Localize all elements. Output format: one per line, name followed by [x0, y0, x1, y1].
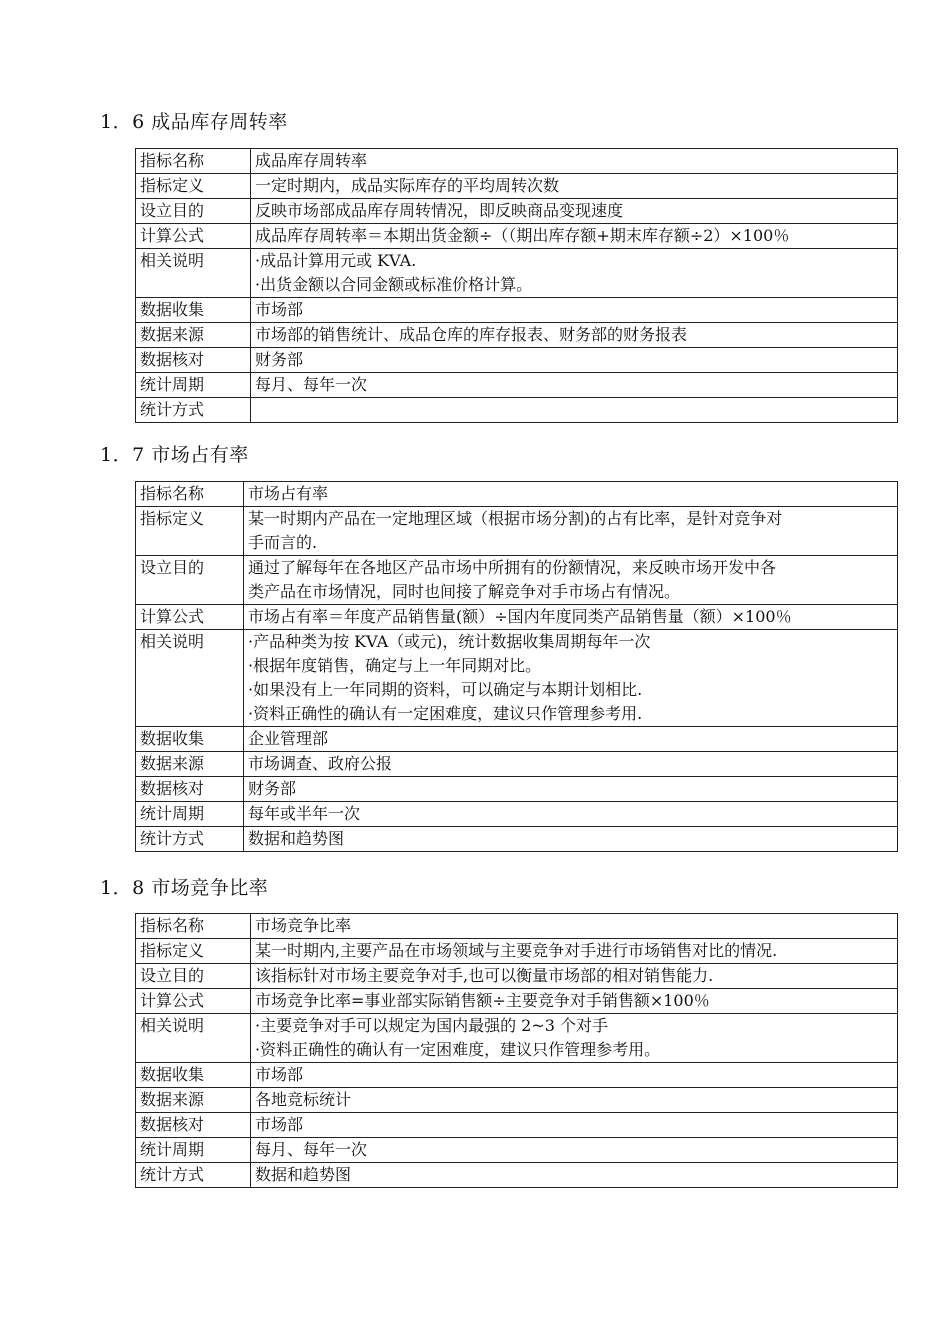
kpi-row-value	[251, 1113, 898, 1138]
kpi-value-line: 数据和趋势图	[255, 1165, 352, 1184]
kpi-value-line: ·资料正确性的确认有一定困难度，建议只作管理参考用。	[255, 1040, 661, 1059]
kpi-row	[136, 174, 898, 199]
kpi-row-label: 统计周期	[136, 1138, 251, 1163]
kpi-row-value	[244, 727, 898, 752]
section-heading-1-7: 1．7 市场占有率	[100, 444, 249, 466]
kpi-value-line: 市场占有率＝年度产品销售量(额）÷国内年度同类产品销售量（额）×100％	[248, 607, 792, 626]
kpi-row	[136, 777, 898, 802]
kpi-row	[136, 1163, 898, 1188]
kpi-table-1-7	[135, 481, 898, 852]
kpi-row	[136, 802, 898, 827]
kpi-value-line: 手而言的.	[248, 533, 318, 552]
kpi-row-value	[251, 298, 898, 323]
kpi-row-label: 数据来源	[136, 752, 244, 777]
kpi-row	[136, 507, 898, 556]
kpi-value-line: ·如果没有上一年同期的资料，可以确定与本期计划相比.	[248, 680, 643, 699]
kpi-value-line: 企业管理部	[248, 729, 329, 748]
kpi-row	[136, 298, 898, 323]
kpi-value-line: 市场部的销售统计、成品仓库的库存报表、财务部的财务报表	[255, 325, 688, 344]
kpi-value-line: 市场部	[255, 1115, 304, 1134]
kpi-row	[136, 1063, 898, 1088]
kpi-row	[136, 199, 898, 224]
kpi-row-label: 统计方式	[136, 398, 251, 423]
kpi-row-label: 数据来源	[136, 1088, 251, 1113]
kpi-row-label: 统计方式	[136, 1163, 251, 1188]
kpi-row-value	[244, 827, 898, 852]
kpi-row-value	[244, 630, 898, 727]
kpi-value-line: 市场竞争比率=事业部实际销售额÷主要竞争对手销售额×100％	[255, 991, 710, 1010]
kpi-row-label: 指标名称	[136, 914, 251, 939]
kpi-value-line: ·资料正确性的确认有一定困难度，建议只作管理参考用.	[248, 704, 643, 723]
section-heading-1-8: 1．8 市场竞争比率	[100, 877, 269, 899]
kpi-row	[136, 605, 898, 630]
kpi-row-label: 数据收集	[136, 727, 244, 752]
kpi-row	[136, 964, 898, 989]
kpi-row-value	[251, 249, 898, 298]
kpi-row	[136, 827, 898, 852]
kpi-row-value	[251, 964, 898, 989]
kpi-row	[136, 373, 898, 398]
kpi-row	[136, 398, 898, 423]
kpi-table-body	[136, 914, 898, 1188]
kpi-row-value	[244, 556, 898, 605]
kpi-value-line: 类产品在市场情况，同时也间接了解竞争对手市场占有情况。	[248, 582, 681, 601]
kpi-row-label: 指标名称	[136, 149, 251, 174]
kpi-row-value	[251, 323, 898, 348]
kpi-value-line	[255, 398, 893, 422]
kpi-row-label: 计算公式	[136, 989, 251, 1014]
kpi-row-value	[251, 398, 898, 423]
kpi-row-label: 计算公式	[136, 605, 244, 630]
kpi-row	[136, 249, 898, 298]
kpi-row-label: 计算公式	[136, 224, 251, 249]
kpi-row-label: 相关说明	[136, 249, 251, 298]
kpi-row-label: 数据核对	[136, 1113, 251, 1138]
kpi-value-line: 市场竞争比率	[255, 916, 352, 935]
kpi-row	[136, 1138, 898, 1163]
kpi-row	[136, 323, 898, 348]
kpi-value-line: ·成品计算用元或 KVA.	[255, 251, 417, 270]
kpi-row-label: 指标定义	[136, 507, 244, 556]
kpi-row-value	[251, 914, 898, 939]
kpi-row	[136, 939, 898, 964]
kpi-row-value	[244, 507, 898, 556]
kpi-row-value	[244, 482, 898, 507]
kpi-row-label: 设立目的	[136, 964, 251, 989]
kpi-value-line: ·根据年度销售，确定与上一年同期对比。	[248, 656, 542, 675]
kpi-value-line: 每月、每年一次	[255, 375, 368, 394]
kpi-row-value	[244, 802, 898, 827]
kpi-row	[136, 1088, 898, 1113]
kpi-value-line: 每月、每年一次	[255, 1140, 368, 1159]
kpi-value-line: ·出货金额以合同金额或标准价格计算。	[255, 275, 533, 294]
kpi-row-value	[251, 1163, 898, 1188]
kpi-row-value	[251, 199, 898, 224]
kpi-table-1-8	[135, 913, 898, 1188]
kpi-value-line: 市场调查、政府公报	[248, 754, 393, 773]
kpi-value-line: 某一时期内产品在一定地理区域（根据市场分割)的占有比率，是针对竞争对	[248, 509, 783, 528]
kpi-value-line: 财务部	[255, 350, 304, 369]
section-heading-1-6: 1．6 成品库存周转率	[100, 111, 288, 133]
kpi-row-label: 相关说明	[136, 630, 244, 727]
kpi-value-line: ·产品种类为按 KVA（或元)，统计数据收集周期每年一次	[248, 632, 651, 651]
kpi-value-line: 每年或半年一次	[248, 804, 361, 823]
kpi-row-label: 统计周期	[136, 373, 251, 398]
kpi-row-value	[251, 1014, 898, 1063]
kpi-row-value	[251, 373, 898, 398]
kpi-row-value	[251, 989, 898, 1014]
kpi-row-label: 数据核对	[136, 777, 244, 802]
kpi-row	[136, 630, 898, 727]
kpi-table-body	[136, 482, 898, 852]
kpi-row	[136, 989, 898, 1014]
kpi-value-line: 各地竞标统计	[255, 1090, 352, 1109]
kpi-row-value	[251, 1088, 898, 1113]
kpi-table-1-6	[135, 148, 898, 423]
kpi-value-line: 市场部	[255, 1065, 304, 1084]
kpi-row-value	[251, 1138, 898, 1163]
kpi-row-label: 统计周期	[136, 802, 244, 827]
kpi-value-line: 通过了解每年在各地区产品市场中所拥有的份额情况，来反映市场开发中各	[248, 558, 777, 577]
kpi-row-label: 指标定义	[136, 939, 251, 964]
kpi-value-line: 财务部	[248, 779, 297, 798]
kpi-row-label: 相关说明	[136, 1014, 251, 1063]
kpi-row-value	[251, 348, 898, 373]
kpi-value-line: 成品库存周转率	[255, 151, 368, 170]
kpi-value-line: 某一时期内,主要产品在市场领域与主要竞争对手进行市场销售对比的情况.	[255, 941, 778, 960]
kpi-row-label: 数据收集	[136, 1063, 251, 1088]
kpi-row-label: 指标定义	[136, 174, 251, 199]
kpi-row	[136, 727, 898, 752]
kpi-row-label: 指标名称	[136, 482, 244, 507]
kpi-row	[136, 482, 898, 507]
kpi-row-value	[251, 174, 898, 199]
kpi-row-value	[251, 1063, 898, 1088]
kpi-row	[136, 149, 898, 174]
kpi-value-line: 反映市场部成品库存周转情况，即反映商品变现速度	[255, 201, 624, 220]
kpi-value-line: 市场部	[255, 300, 304, 319]
kpi-row-label: 设立目的	[136, 556, 244, 605]
kpi-table-body	[136, 149, 898, 423]
kpi-row	[136, 914, 898, 939]
kpi-value-line: 一定时期内，成品实际库存的平均周转次数	[255, 176, 560, 195]
kpi-row	[136, 1113, 898, 1138]
kpi-row-value	[244, 605, 898, 630]
kpi-row	[136, 348, 898, 373]
kpi-value-line: 市场占有率	[248, 484, 329, 503]
kpi-row	[136, 224, 898, 249]
kpi-value-line: 该指标针对市场主要竞争对手,也可以衡量市场部的相对销售能力.	[255, 966, 714, 985]
kpi-value-line: 成品库存周转率＝本期出货金额÷（（期出库存额+期末库存额÷2）×100％	[255, 226, 790, 245]
kpi-row-label: 设立目的	[136, 199, 251, 224]
kpi-row-value	[244, 777, 898, 802]
kpi-row-value	[251, 149, 898, 174]
kpi-row-label: 数据来源	[136, 323, 251, 348]
kpi-row-value	[251, 224, 898, 249]
kpi-row-label: 数据核对	[136, 348, 251, 373]
kpi-row-label: 数据收集	[136, 298, 251, 323]
kpi-row-value	[251, 939, 898, 964]
kpi-row-label: 统计方式	[136, 827, 244, 852]
kpi-row-value	[244, 752, 898, 777]
kpi-value-line: 数据和趋势图	[248, 829, 345, 848]
kpi-row	[136, 1014, 898, 1063]
kpi-row	[136, 556, 898, 605]
kpi-value-line: ·主要竞争对手可以规定为国内最强的 2~3 个对手	[255, 1016, 609, 1035]
kpi-row	[136, 752, 898, 777]
